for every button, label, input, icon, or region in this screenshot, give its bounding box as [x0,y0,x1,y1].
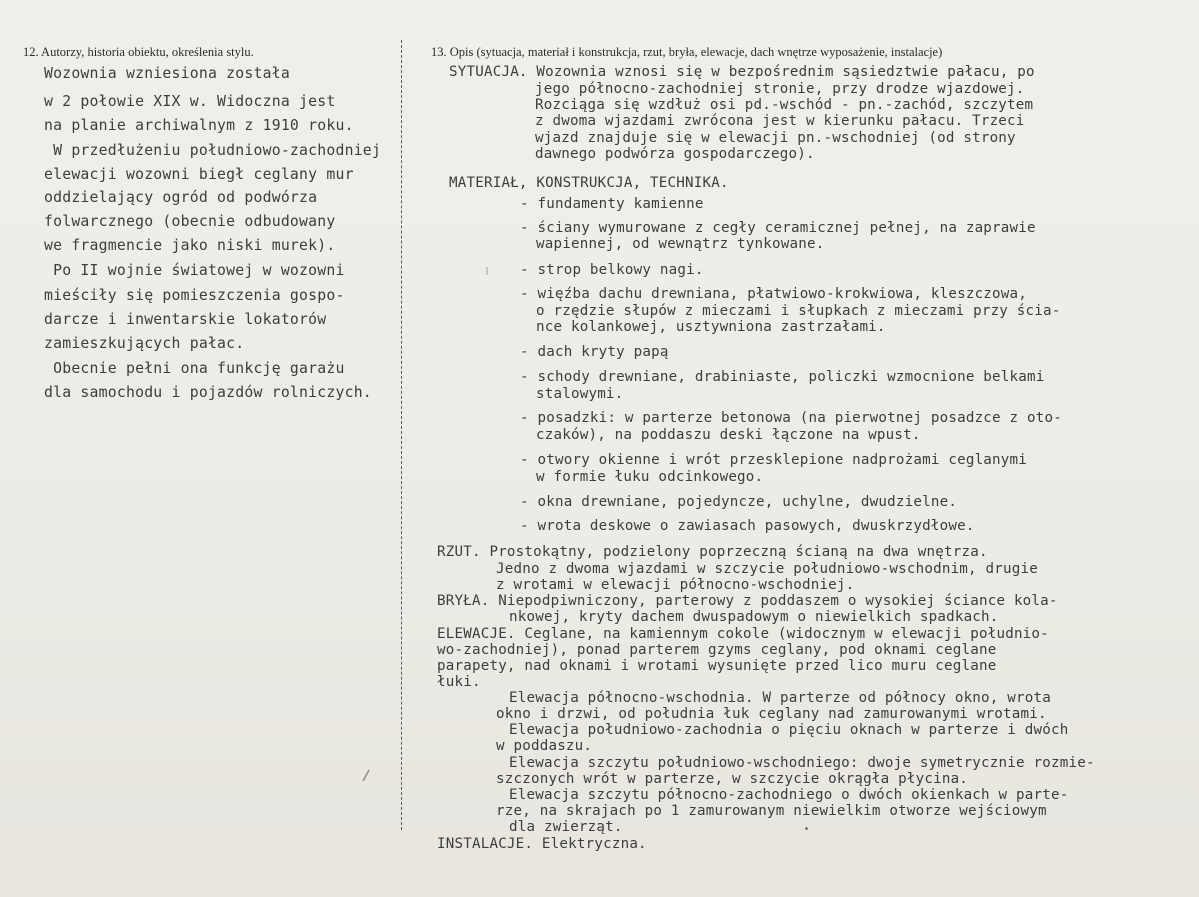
text-line: wapiennej, od wewnątrz tynkowane. [536,236,825,252]
pencil-mark [484,266,490,276]
text-line: w poddaszu. [496,738,593,754]
text-line: o rzędzie słupów z mieczami i słupkach z mieczami przy ścia- [536,303,1061,319]
text-line: w 2 połowie XIX w. Widoczna jest [44,93,336,110]
column-divider [401,40,402,830]
text-line: w formie łuku odcinkowego. [536,469,764,485]
text-line: czaków), na poddaszu deski łączone na wpust. [536,427,921,443]
text-line: elewacji wozowni biegł ceglany mur [44,166,354,183]
text-line: z wrotami w elewacji północno-wschodniej. [496,577,855,593]
text-line: wo-zachodniej), ponad parterem gzyms ceglany, pod oknami ceglane [437,642,997,658]
text-line: szczonych wrót w parterze, w szczycie okrągła płycina. [496,771,969,787]
text-line: W przedłużeniu południowo-zachodniej [44,142,382,159]
text-line: z dwoma wjazdami zwrócona jest w kierunku pałacu. Trzeci [535,113,1025,129]
text-line: nce kolankowej, usztywniona zastrzałami. [536,319,886,335]
text-line: ELEWACJE. Ceglane, na kamiennym cokole (widocznym w elewacji południo- [437,626,1049,642]
text-line: we fragmencie jako niski murek). [44,237,336,254]
text-line: - ściany wymurowane z cegły ceramicznej pełnej, na zaprawie [520,220,1036,236]
text-line: - strop belkowy nagi. [520,262,704,278]
text-line: stalowymi. [536,386,624,402]
text-line: nkowej, kryty dachem dwuspadowym o niewielkich spadkach. [509,609,999,625]
text-line: dla samochodu i pojazdów rolniczych. [44,384,372,401]
text-line: Elewacja szczytu południowo-wschodniego: dwoje symetrycznie rozmie- [509,755,1095,771]
text-line: RZUT. Prostokątny, podzielony poprzeczną ścianą na dwa wnętrza. [437,544,988,560]
text-line: - posadzki: w parterze betonowa (na pierwotnej posadzce z oto- [520,410,1062,426]
text-line: Elewacja południowo-zachodnia o pięciu oknach w parterze i dwóch [509,722,1069,738]
text-line: rze, na skrajach po 1 zamurowanym niewielkim otworze wejściowym [496,803,1047,819]
text-line: - schody drewniane, drabiniaste, policzki wzmocnione belkami [520,369,1045,385]
text-line: Obecnie pełni ona funkcję garażu [44,360,345,377]
text-line: Po II wojnie światowej w wozowni [44,262,345,279]
pencil-mark [360,768,372,784]
text-line: - fundamenty kamienne [520,196,704,212]
text-line: - wrota deskowe o zawiasach pasowych, dwuskrzydłowe. [520,518,975,534]
text-line: parapety, nad oknami i wrotami wysunięte przed lico muru ceglane [437,658,997,674]
text-line: łuki. [437,674,481,690]
ink-dot [804,826,809,831]
text-line: Rozciąga się wzdłuż osi pd.-wschód - pn.-zachód, szczytem [535,97,1034,113]
section-12-header: 12. Autorzy, historia obiektu, określenia stylu. [23,45,254,59]
text-line: mieściły się pomieszczenia gospo- [44,287,345,304]
text-line: zamieszkujących pałac. [44,335,245,352]
text-line: dawnego podwórza gospodarczego). [535,146,815,162]
text-line: Elewacja szczytu północno-zachodniego o dwóch okienkach w parte- [509,787,1069,803]
text-line: INSTALACJE. Elektryczna. [437,836,647,852]
text-line: wjazd znajduje się w elewacji pn.-wschodniej (od strony [535,130,1016,146]
text-line: okno i drzwi, od południa łuk ceglany nad zamurowanymi wrotami. [496,706,1047,722]
text-line: - okna drewniane, pojedyncze, uchylne, dwudzielne. [520,494,958,510]
section-13-header: 13. Opis (sytuacja, materiał i konstrukcja, rzut, bryła, elewacje, dach wnętrze wyposażenie, instalacje) [431,45,943,59]
text-line: BRYŁA. Niepodpiwniczony, parterowy z poddaszem o wysokiej ściance kola- [437,593,1058,609]
text-line: Elewacja północno-wschodnia. W parterze od północy okno, wrota [509,690,1051,706]
text-line: darcze i inwentarskie lokatorów [44,311,327,328]
text-line: SYTUACJA. Wozownia wznosi się w bezpośrednim sąsiedztwie pałacu, po [449,64,1035,80]
text-line: Jedno z dwoma wjazdami w szczycie południowo-wschodnim, drugie [496,561,1038,577]
text-line: folwarcznego (obecnie odbudowany [44,213,336,230]
text-line: dla zwierząt. [509,819,623,835]
text-line: Wozownia wzniesiona została [44,65,290,82]
text-line: jego północno-zachodniej stronie, przy drodze wjazdowej. [535,81,1025,97]
text-line: - więźba dachu drewniana, płatwiowo-krokwiowa, kleszczowa, [520,286,1028,302]
text-line: na planie archiwalnym z 1910 roku. [44,117,354,134]
text-line: - otwory okienne i wrót przesklepione nadprożami ceglanymi [520,452,1028,468]
text-line: - dach kryty papą [520,344,669,360]
text-line: oddzielający ogród od podwórza [44,189,318,206]
text-line: MATERIAŁ, KONSTRUKCJA, TECHNIKA. [449,175,729,191]
